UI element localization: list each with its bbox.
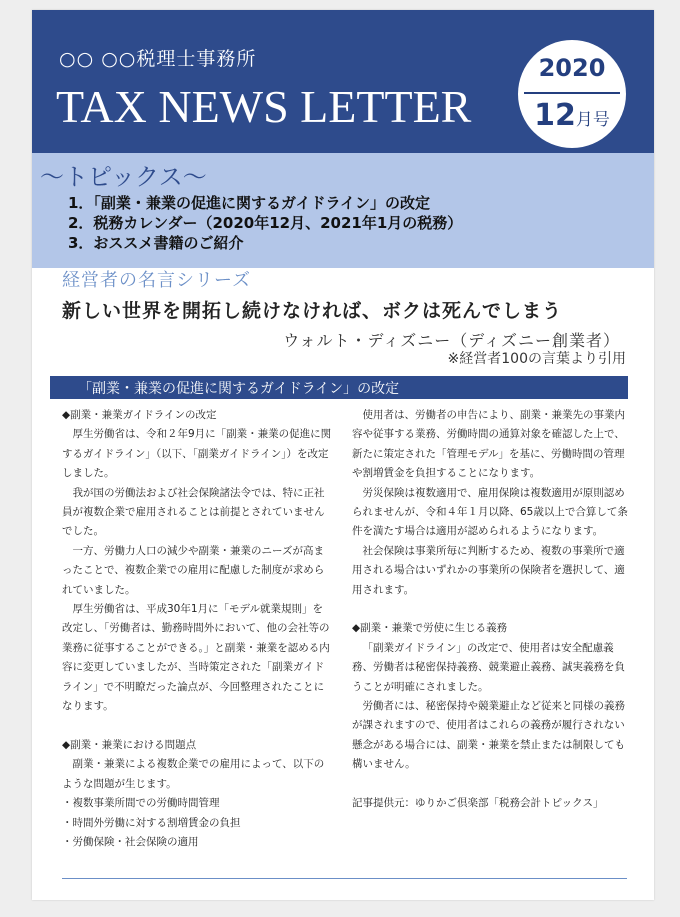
article-right-column (352, 406, 628, 814)
header-banner (32, 10, 654, 153)
paragraph: 労働者には、秘密保持や競業避止など従来と同様の義務が課されますので、使用者はこれらの義務が履行されない懸念がある場合には、副業・兼業を禁止または制限しても構いません。 (352, 700, 625, 771)
firm-name: ○○ ○○税理士事務所 (59, 48, 257, 70)
spacer (352, 775, 628, 794)
section-title: 「副業・兼業の促進に関するガイドライン」の改定 (78, 381, 400, 397)
spacer (62, 717, 332, 736)
paragraph: 使用者は、労働者の申告により、副業・兼業先の事業内容や従事する業務、労働時間の通算対象を確認した上で、新たに策定された「管理モデル」を基に、労働時間の管理や割増賃金を負担することになります。 (352, 409, 625, 480)
issue-badge (518, 40, 626, 148)
footer-divider (62, 878, 627, 879)
issue-month-unit: 月号 (575, 110, 610, 130)
paragraph: 労災保険は複数適用で、雇用保険は複数適用が原則認められませんが、令和４年１月以降、65歳以上で合算して条件を満たす場合は適用が認められるようになります。 (352, 486, 628, 538)
topic-item: 3．おススメ書籍のご紹介 (68, 234, 244, 252)
paragraph: 社会保険は事業所毎に判断するため、複数の事業所で適用される場合はいずれかの事業所の保険者を選択して、適用されます。 (352, 544, 625, 596)
subheading: ◆副業・兼業で労使に生じる義務 (352, 622, 508, 635)
quote-series-label: 経営者の名言シリーズ (62, 270, 252, 291)
bullet-item: ・時間外労働に対する割増賃金の負担 (62, 816, 241, 829)
topics-list (68, 193, 462, 253)
newsletter-title: TAX NEWS LETTER (56, 81, 472, 132)
paragraph: 「副業ガイドライン」の改定で、使用者は安全配慮義務、労働者は秘密保持義務、競業避止義務、誠実義務を負うことが明確にされました。 (352, 641, 625, 693)
paragraph: 厚生労働省は、平成30年1月に「モデル就業規則」を改定し、「労働者は、勤務時間外において、他の会社等の業務に従事することができる。」と副業・兼業を認める内容に変更していましたが、当時策定された「副業ガイドライン」で不明瞭だった論点が、今回整理されたことになります。 (62, 603, 330, 713)
paragraph: 副業・兼業による複数企業での雇用によって、以下のような問題が生じます。 (62, 758, 325, 790)
bullet-item: ・複数事業所間での労働時間管理 (62, 797, 220, 810)
issue-year: 2020 (538, 54, 606, 82)
paragraph: 一方、労働力人口の減少や副業・兼業のニーズが高まったことで、複数企業での雇用に配慮した制度が求められていました。 (62, 544, 325, 596)
issue-month (518, 98, 626, 133)
newsletter-page (32, 10, 654, 900)
topics-box (32, 153, 654, 268)
spacer (352, 600, 628, 619)
issue-divider (524, 92, 620, 94)
section-heading-bar (50, 376, 628, 399)
topics-heading: ～トピックス～ (40, 163, 207, 191)
subheading: ◆副業・兼業における問題点 (62, 738, 197, 751)
issue-month-number: 12 (534, 98, 576, 133)
bullet-item: ・労働保険・社会保険の適用 (62, 835, 199, 848)
paragraph: 我が国の労働法および社会保険諸法令では、特に正社員が複数企業で雇用されることは前提とされていませんでした。 (62, 486, 325, 538)
article-left-column (62, 406, 332, 852)
subheading: ◆副業・兼業ガイドラインの改定 (62, 409, 217, 421)
quote-author: ウォルト・ディズニー（ディズニー創業者） (283, 331, 620, 350)
article-credit: 記事提供元：ゆりかご倶楽部「税務会計トピックス」 (352, 797, 604, 810)
quote-source: ※経営者100の言葉より引用 (447, 351, 626, 367)
topic-item: 1．「副業・兼業の促進に関するガイドライン」の改定 (68, 194, 431, 212)
paragraph: 厚生労働省は、令和２年9月に「副業・兼業の促進に関するガイドライン」（以下、「副業ガイドライン」）を改定しました。 (62, 428, 332, 480)
topic-item: 2．税務カレンダー（2020年12月、2021年1月の税務） (68, 214, 463, 232)
quote-text: 新しい世界を開拓し続けなければ、ボクは死んでしまう (62, 300, 563, 322)
